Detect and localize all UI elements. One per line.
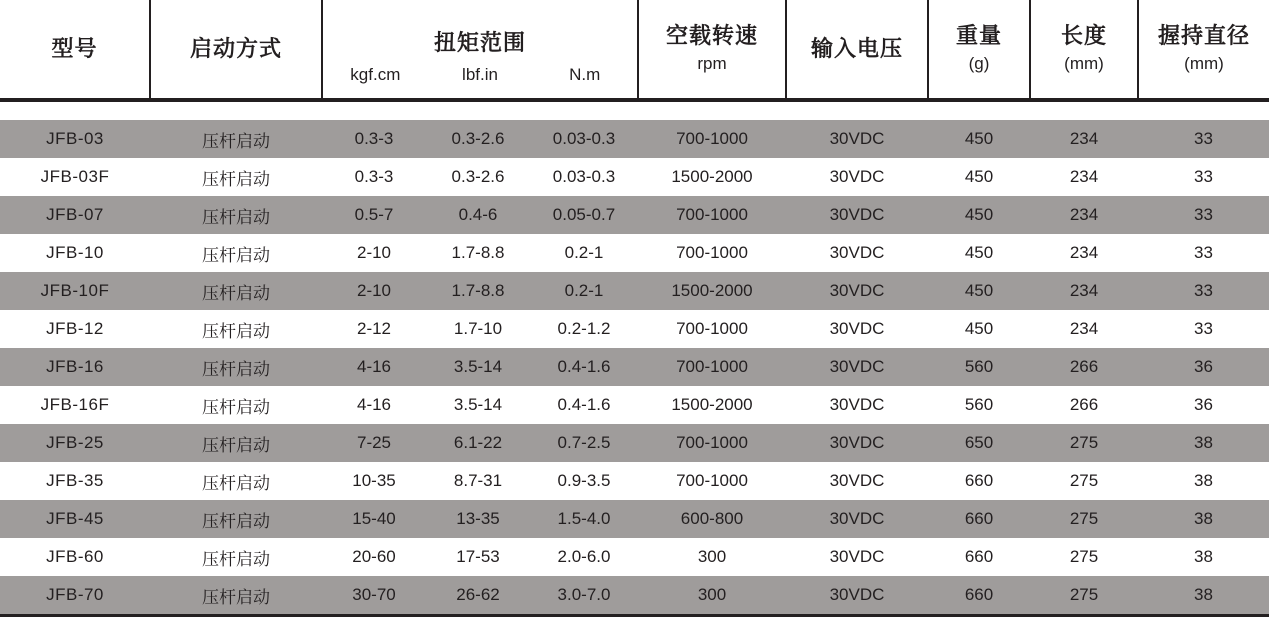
cell-torque-lbfin: 13-35 [426, 500, 530, 538]
cell-torque-lbfin: 8.7-31 [426, 462, 530, 500]
cell-voltage: 30VDC [786, 424, 928, 462]
cell-weight: 560 [928, 386, 1030, 424]
cell-voltage: 30VDC [786, 310, 928, 348]
cell-torque-kgfcm: 2-10 [322, 272, 426, 310]
cell-model: JFB-07 [0, 196, 150, 234]
table-row [0, 120, 1269, 158]
cell-model: JFB-70 [0, 576, 150, 614]
header-gap [0, 102, 1269, 120]
cell-torque-nm: 0.7-2.5 [530, 424, 638, 462]
column-header-voltage [786, 0, 928, 98]
cell-start-mode: 压杆启动 [150, 576, 322, 614]
cell-start-mode: 压杆启动 [150, 424, 322, 462]
cell-torque-lbfin: 1.7-10 [426, 310, 530, 348]
column-header-model-label: 型号 [51, 36, 98, 62]
cell-torque-lbfin: 6.1-22 [426, 424, 530, 462]
cell-grip-diameter: 38 [1138, 500, 1269, 538]
column-header-length [1030, 0, 1138, 98]
cell-weight: 660 [928, 576, 1030, 614]
cell-length: 275 [1030, 500, 1138, 538]
cell-grip-diameter: 38 [1138, 576, 1269, 614]
cell-torque-lbfin: 1.7-8.8 [426, 272, 530, 310]
cell-start-mode: 压杆启动 [150, 196, 322, 234]
cell-start-mode: 压杆启动 [150, 120, 322, 158]
cell-model: JFB-12 [0, 310, 150, 348]
cell-length: 234 [1030, 234, 1138, 272]
cell-torque-lbfin: 26-62 [426, 576, 530, 614]
cell-speed: 1500-2000 [638, 272, 786, 310]
cell-weight: 660 [928, 538, 1030, 576]
cell-torque-lbfin: 0.3-2.6 [426, 120, 530, 158]
cell-grip-diameter: 33 [1138, 120, 1269, 158]
column-header-speed-unit: rpm [697, 53, 727, 73]
cell-grip-diameter: 38 [1138, 538, 1269, 576]
cell-voltage: 30VDC [786, 120, 928, 158]
table-row [0, 538, 1269, 576]
cell-model: JFB-10F [0, 272, 150, 310]
cell-speed: 1500-2000 [638, 386, 786, 424]
cell-model: JFB-16F [0, 386, 150, 424]
cell-torque-nm: 1.5-4.0 [530, 500, 638, 538]
cell-model: JFB-25 [0, 424, 150, 462]
cell-start-mode: 压杆启动 [150, 158, 322, 196]
cell-torque-nm: 2.0-6.0 [530, 538, 638, 576]
cell-torque-kgfcm: 4-16 [322, 386, 426, 424]
table-row [0, 500, 1269, 538]
table-row [0, 234, 1269, 272]
cell-torque-nm: 0.9-3.5 [530, 462, 638, 500]
cell-model: JFB-60 [0, 538, 150, 576]
column-header-grip-label: 握持直径 [1157, 23, 1250, 48]
cell-voltage: 30VDC [786, 234, 928, 272]
cell-torque-kgfcm: 10-35 [322, 462, 426, 500]
cell-torque-nm: 0.2-1.2 [530, 310, 638, 348]
column-header-voltage-label: 输入电压 [810, 36, 903, 62]
cell-speed: 700-1000 [638, 424, 786, 462]
column-header-start-mode [150, 0, 322, 98]
cell-start-mode: 压杆启动 [150, 348, 322, 386]
table-row [0, 348, 1269, 386]
cell-grip-diameter: 33 [1138, 196, 1269, 234]
cell-weight: 660 [928, 500, 1030, 538]
cell-grip-diameter: 33 [1138, 234, 1269, 272]
cell-start-mode: 压杆启动 [150, 310, 322, 348]
column-header-torque-range [322, 0, 638, 98]
cell-speed: 700-1000 [638, 310, 786, 348]
cell-weight: 660 [928, 462, 1030, 500]
cell-speed: 700-1000 [638, 348, 786, 386]
cell-torque-kgfcm: 7-25 [322, 424, 426, 462]
column-header-torque-unit-kgfcm: kgf.cm [350, 65, 401, 84]
cell-length: 275 [1030, 576, 1138, 614]
cell-length: 275 [1030, 462, 1138, 500]
column-header-grip-diameter [1138, 0, 1269, 98]
cell-torque-kgfcm: 0.3-3 [322, 120, 426, 158]
table-row [0, 272, 1269, 310]
cell-weight: 450 [928, 272, 1030, 310]
table-row [0, 576, 1269, 614]
cell-grip-diameter: 33 [1138, 158, 1269, 196]
cell-speed: 700-1000 [638, 120, 786, 158]
column-header-torque-unit-nm: N.m [569, 65, 601, 84]
cell-weight: 650 [928, 424, 1030, 462]
cell-speed: 600-800 [638, 500, 786, 538]
cell-length: 266 [1030, 348, 1138, 386]
cell-start-mode: 压杆启动 [150, 386, 322, 424]
cell-model: JFB-10 [0, 234, 150, 272]
column-header-weight-unit: (g) [968, 53, 990, 73]
cell-torque-kgfcm: 0.3-3 [322, 158, 426, 196]
cell-length: 234 [1030, 310, 1138, 348]
cell-voltage: 30VDC [786, 196, 928, 234]
table-row [0, 424, 1269, 462]
cell-torque-nm: 0.4-1.6 [530, 348, 638, 386]
cell-start-mode: 压杆启动 [150, 500, 322, 538]
cell-model: JFB-35 [0, 462, 150, 500]
column-header-grip-unit: (mm) [1184, 53, 1224, 73]
cell-weight: 450 [928, 310, 1030, 348]
cell-weight: 450 [928, 196, 1030, 234]
cell-model: JFB-16 [0, 348, 150, 386]
cell-grip-diameter: 36 [1138, 386, 1269, 424]
cell-weight: 560 [928, 348, 1030, 386]
cell-torque-kgfcm: 15-40 [322, 500, 426, 538]
column-header-model [0, 0, 150, 98]
cell-torque-nm: 0.2-1 [530, 234, 638, 272]
cell-speed: 700-1000 [638, 234, 786, 272]
cell-length: 275 [1030, 424, 1138, 462]
table-header [0, 0, 1269, 120]
bottom-divider-rule [0, 614, 1269, 617]
column-header-start-mode-label: 启动方式 [189, 36, 282, 62]
cell-torque-kgfcm: 30-70 [322, 576, 426, 614]
cell-grip-diameter: 38 [1138, 424, 1269, 462]
cell-torque-lbfin: 17-53 [426, 538, 530, 576]
table-body [0, 120, 1269, 614]
cell-speed: 300 [638, 576, 786, 614]
table-row [0, 158, 1269, 196]
cell-grip-diameter: 36 [1138, 348, 1269, 386]
cell-grip-diameter: 33 [1138, 310, 1269, 348]
cell-torque-lbfin: 0.3-2.6 [426, 158, 530, 196]
cell-voltage: 30VDC [786, 462, 928, 500]
cell-voltage: 30VDC [786, 538, 928, 576]
cell-start-mode: 压杆启动 [150, 462, 322, 500]
cell-grip-diameter: 33 [1138, 272, 1269, 310]
cell-weight: 450 [928, 234, 1030, 272]
cell-torque-lbfin: 0.4-6 [426, 196, 530, 234]
column-header-length-label: 长度 [1060, 23, 1107, 48]
cell-weight: 450 [928, 120, 1030, 158]
cell-grip-diameter: 38 [1138, 462, 1269, 500]
cell-model: JFB-45 [0, 500, 150, 538]
cell-torque-kgfcm: 2-10 [322, 234, 426, 272]
cell-torque-nm: 0.2-1 [530, 272, 638, 310]
cell-length: 266 [1030, 386, 1138, 424]
cell-voltage: 30VDC [786, 576, 928, 614]
cell-length: 234 [1030, 120, 1138, 158]
cell-torque-nm: 0.4-1.6 [530, 386, 638, 424]
column-header-weight [928, 0, 1030, 98]
column-header-length-unit: (mm) [1064, 53, 1104, 73]
cell-voltage: 30VDC [786, 386, 928, 424]
cell-torque-nm: 0.05-0.7 [530, 196, 638, 234]
cell-speed: 700-1000 [638, 462, 786, 500]
column-header-weight-label: 重量 [955, 23, 1002, 48]
column-header-speed [638, 0, 786, 98]
cell-speed: 700-1000 [638, 196, 786, 234]
cell-speed: 300 [638, 538, 786, 576]
cell-torque-nm: 0.03-0.3 [530, 120, 638, 158]
cell-torque-nm: 3.0-7.0 [530, 576, 638, 614]
cell-length: 275 [1030, 538, 1138, 576]
cell-length: 234 [1030, 158, 1138, 196]
cell-length: 234 [1030, 196, 1138, 234]
cell-torque-lbfin: 1.7-8.8 [426, 234, 530, 272]
cell-speed: 1500-2000 [638, 158, 786, 196]
cell-voltage: 30VDC [786, 500, 928, 538]
cell-model: JFB-03F [0, 158, 150, 196]
cell-start-mode: 压杆启动 [150, 272, 322, 310]
cell-torque-nm: 0.03-0.3 [530, 158, 638, 196]
cell-voltage: 30VDC [786, 272, 928, 310]
table-footer [0, 614, 1269, 617]
cell-weight: 450 [928, 158, 1030, 196]
cell-torque-kgfcm: 0.5-7 [322, 196, 426, 234]
cell-torque-kgfcm: 20-60 [322, 538, 426, 576]
cell-voltage: 30VDC [786, 158, 928, 196]
table-row [0, 386, 1269, 424]
cell-model: JFB-03 [0, 120, 150, 158]
cell-torque-kgfcm: 4-16 [322, 348, 426, 386]
column-header-torque-unit-lbfin: lbf.in [462, 65, 498, 84]
table-row [0, 196, 1269, 234]
cell-torque-kgfcm: 2-12 [322, 310, 426, 348]
cell-torque-lbfin: 3.5-14 [426, 386, 530, 424]
table-row [0, 462, 1269, 500]
column-header-torque-label: 扭矩范围 [433, 30, 526, 55]
cell-voltage: 30VDC [786, 348, 928, 386]
column-header-speed-label: 空载转速 [665, 23, 758, 48]
cell-length: 234 [1030, 272, 1138, 310]
cell-start-mode: 压杆启动 [150, 234, 322, 272]
table-row [0, 310, 1269, 348]
cell-torque-lbfin: 3.5-14 [426, 348, 530, 386]
cell-start-mode: 压杆启动 [150, 538, 322, 576]
